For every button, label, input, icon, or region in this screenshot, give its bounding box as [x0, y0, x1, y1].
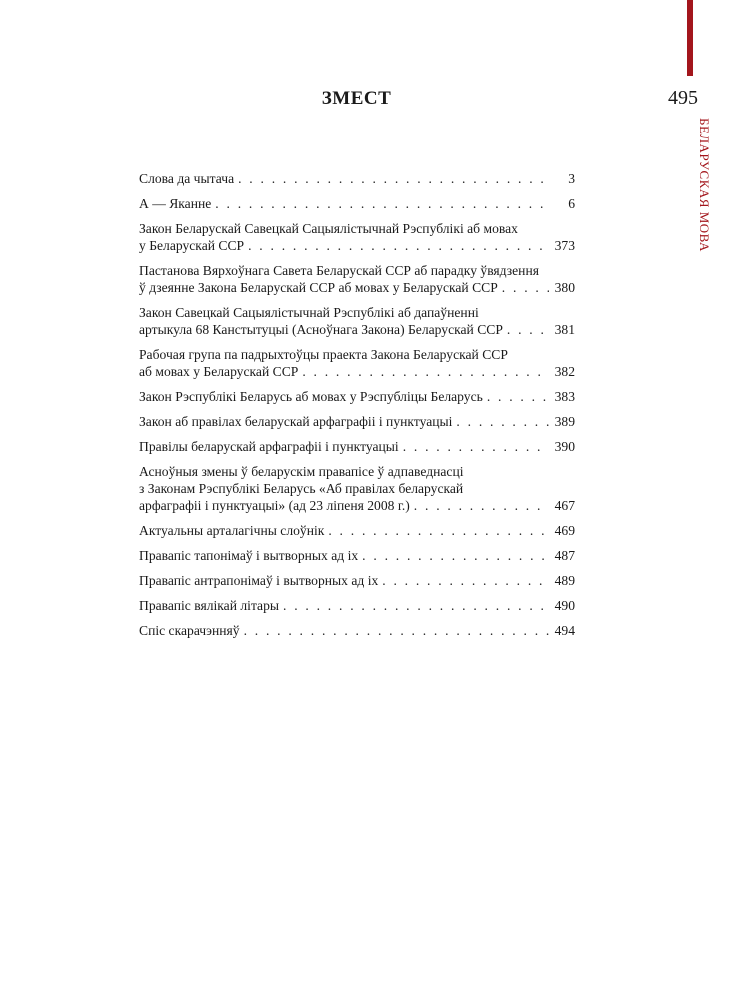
- toc-entry-line: Правапіс антрапонімаў і вытворных ад іх: [139, 573, 379, 588]
- toc-page-number: 6: [568, 196, 575, 211]
- toc-entry-line: аб мовах у Беларускай ССР: [139, 364, 299, 379]
- toc-page-number: 389: [554, 414, 575, 429]
- toc-entry[interactable]: [139, 522, 575, 539]
- toc-page-number: 487: [554, 548, 575, 563]
- toc-entry[interactable]: [139, 195, 575, 212]
- toc-entry[interactable]: [139, 438, 575, 455]
- toc-entry[interactable]: [139, 597, 575, 614]
- toc-entry[interactable]: [139, 346, 575, 380]
- toc-entry[interactable]: [139, 463, 575, 514]
- page-number: 495: [668, 87, 698, 109]
- dot-leader: [403, 438, 549, 455]
- dot-leader: [244, 622, 549, 639]
- dot-leader: [382, 572, 549, 589]
- toc-page-number: 373: [554, 238, 575, 253]
- toc-entry-line: у Беларускай ССР: [139, 238, 245, 253]
- toc-entry-line: з Законам Рэспублікі Беларусь «Аб правілах беларускай: [139, 481, 464, 496]
- toc-entry-line: Правапіс вялікай літары: [139, 598, 280, 613]
- toc-page-number: 380: [554, 280, 575, 295]
- toc-entry-line: Правілы беларускай арфаграфіі і пунктуацыі: [139, 439, 399, 454]
- toc-entry-line: Пастанова Вярхоўнага Савета Беларускай ССР аб парадку ўвядзення: [139, 263, 539, 278]
- dot-leader: [456, 413, 549, 430]
- toc-entry-line: Спіс скарачэнняў: [139, 623, 240, 638]
- toc-entry-line: Закон аб правілах беларускай арфаграфіі і пунктуацыі: [139, 414, 453, 429]
- toc-entry[interactable]: [139, 547, 575, 564]
- toc-entry-line: арфаграфіі і пунктуацыі» (ад 23 ліпеня 2008 г.): [139, 498, 410, 513]
- toc-page-number: 489: [554, 573, 575, 588]
- toc-page-number: 383: [554, 389, 575, 404]
- toc-entry[interactable]: [139, 388, 575, 405]
- toc-page-number: 382: [554, 364, 575, 379]
- toc-page-number: 469: [554, 523, 575, 538]
- toc-entry-line: А — Яканне: [139, 196, 212, 211]
- toc-entry-line: Закон Савецкай Сацыялістычнай Рэспублікі аб дапаўненні: [139, 305, 479, 320]
- toc-page-number: 494: [554, 623, 575, 638]
- toc-entry-line: ў дзеянне Закона Беларускай ССР аб мовах у Беларускай ССР: [139, 280, 498, 295]
- dot-leader: [362, 547, 549, 564]
- toc-entry-line: Слова да чытача: [139, 171, 235, 186]
- toc-page-number: 390: [554, 439, 575, 454]
- dot-leader: [487, 388, 549, 405]
- toc-entry[interactable]: [139, 572, 575, 589]
- toc-entry[interactable]: [139, 622, 575, 639]
- dot-leader: [248, 237, 549, 254]
- toc-page-number: 381: [554, 322, 575, 337]
- toc-entry[interactable]: [139, 220, 575, 254]
- toc-entry[interactable]: [139, 262, 575, 296]
- page-title: ЗМЕСТ: [321, 88, 392, 109]
- toc-entry-line: Закон Рэспублікі Беларусь аб мовах у Рэспубліцы Беларусь: [139, 389, 483, 404]
- dot-leader: [302, 363, 549, 380]
- toc-entry-line: Актуальны арталагічны слоўнік: [139, 523, 325, 538]
- toc-entry-line: Рабочая група па падрыхтоўцы праекта Закона Беларускай ССР: [139, 347, 508, 362]
- dot-leader: [414, 497, 549, 514]
- dot-leader: [502, 279, 549, 296]
- toc-entry-line: Правапіс тапонімаў і вытворных ад іх: [139, 548, 359, 563]
- dot-leader: [507, 321, 549, 338]
- toc-entry[interactable]: [139, 413, 575, 430]
- dot-leader: [328, 522, 549, 539]
- toc-entry[interactable]: [139, 170, 575, 187]
- dot-leader: [283, 597, 549, 614]
- toc-page-number: 467: [554, 498, 575, 513]
- dot-leader: [238, 170, 549, 187]
- running-title: БЕЛАРУСКАЯ МОВА: [697, 118, 712, 252]
- dot-leader: [215, 195, 549, 212]
- toc-page-number: 3: [568, 171, 575, 186]
- toc-page-number: 490: [554, 598, 575, 613]
- toc-entry-line: Асноўныя змены ў беларускім правапісе ў адпаведнасці: [139, 464, 464, 479]
- table-of-contents: [139, 170, 575, 647]
- accent-bar: [687, 0, 693, 76]
- toc-entry[interactable]: [139, 304, 575, 338]
- toc-entry-line: Закон Беларускай Савецкай Сацыялістычнай Рэспублікі аб мовах: [139, 221, 518, 236]
- toc-entry-line: артыкула 68 Канстытуцыі (Асноўнага Закона) Беларускай ССР: [139, 322, 503, 337]
